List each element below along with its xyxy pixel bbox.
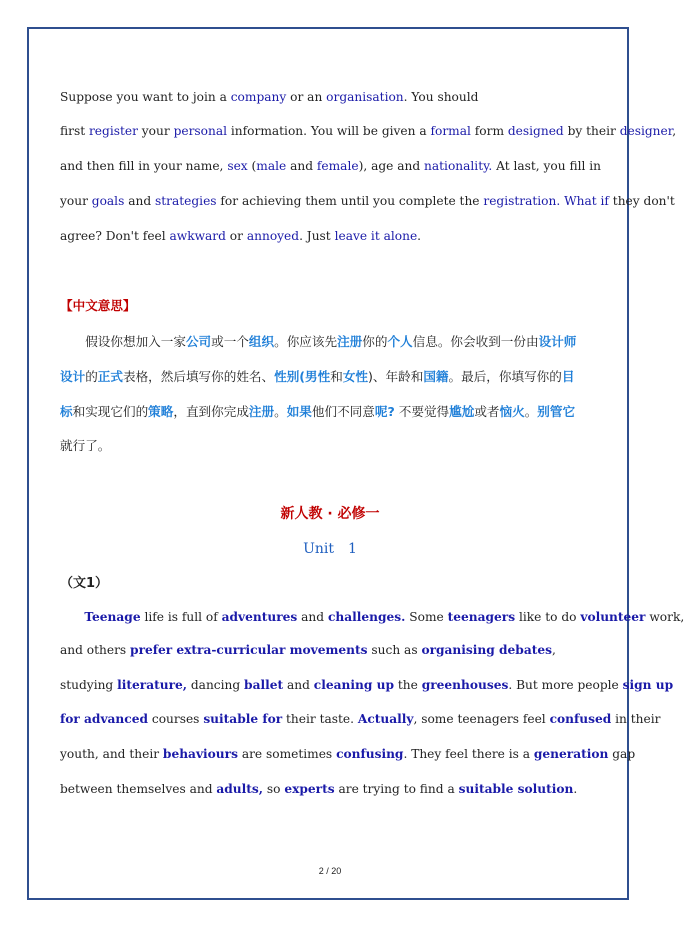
passage-line: first register your personal information. You will be given a formal form designed by their designer, — [60, 124, 677, 138]
passage-line: 假设你想加入一家公司或一个组织。你应该先注册你的个人信息。你会收到一份由设计师 — [60, 334, 577, 349]
passage-line: Suppose you want to join a company or an organisation. You should — [60, 90, 479, 104]
passage-line: between themselves and adults, so experts are trying to find a suitable solution. — [60, 782, 578, 796]
passage-line: studying literature, dancing ballet and cleaning up the greenhouses. But more people sign up — [60, 678, 674, 692]
chinese-heading: 【中文意思】 — [60, 298, 136, 313]
page-number: 2 / 20 — [318, 866, 342, 876]
passage-line: and then fill in your name, sex (male and female), age and nationality. At last, you fill in — [60, 159, 602, 173]
section-label: （文1） — [60, 576, 109, 591]
passage-line: and others prefer extra-curricular movements such as organising debates, — [60, 643, 556, 657]
passage-line: Teenage life is full of adventures and challenges. Some teenagers like to do volunteer work, — [84, 610, 684, 624]
passage-line: 标和实现它们的策略，直到你完成注册。如果他们不同意呢? 不要觉得尴尬或者恼火。别管它 — [60, 404, 576, 419]
passage-line: agree? Don't feel awkward or annoyed. Just leave it alone. — [60, 229, 422, 243]
book-title: 新人教 · 必修一 — [280, 506, 380, 522]
passage-line: 就行了。 — [60, 438, 111, 453]
passage-line: your goals and strategies for achieving them until you complete the registration. What if they don't — [60, 194, 675, 208]
unit-title: Unit 1 — [303, 541, 357, 557]
passage-line: for advanced courses suitable for their taste. Actually, some teenagers feel confused in their — [60, 712, 661, 726]
passage-line: youth, and their behaviours are sometimes confusing. They feel there is a generation gap — [60, 747, 636, 761]
passage-line: 设计的正式表格，然后填写你的姓名、性别(男性和女性)、年龄和国籍。最后，你填写你的目 — [60, 369, 575, 384]
page-border — [27, 27, 629, 900]
